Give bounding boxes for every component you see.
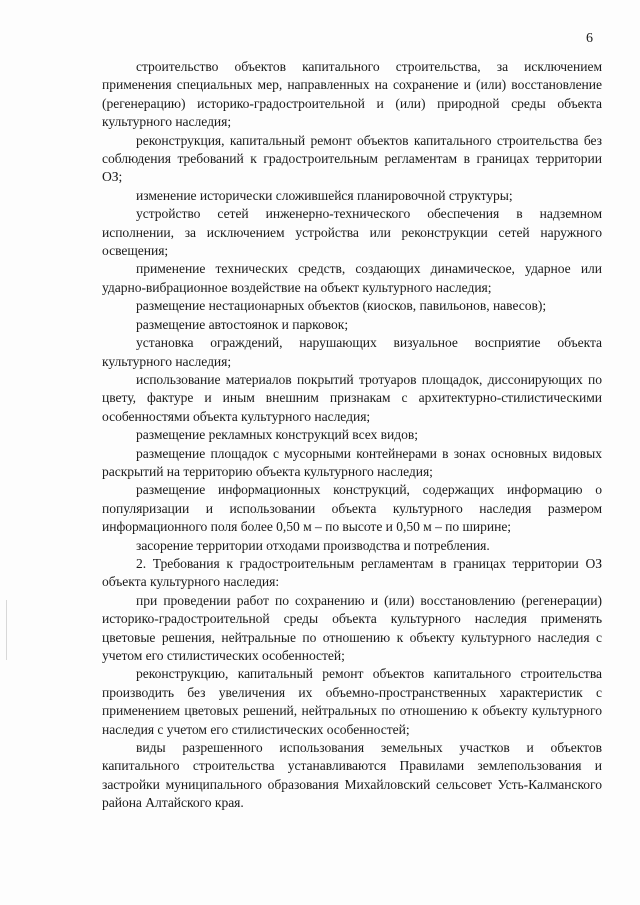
paragraph: реконструкцию, капитальный ремонт объектов капитального строительства производить без увеличения их объемно-пространственных характеристик с применением цветовых решений, нейтральных по отношению к объекту культурного наследия с учетом его стилистических особенностей;: [102, 666, 602, 737]
section-heading: 2. Требования к градостроительным регламентам в границах территории ОЗ объекта культурного наследия:: [102, 555, 602, 590]
paragraph: размещение информационных конструкций, содержащих информацию о популяризации и использовании объекта культурного наследия размером информационного поля более 0,50 м – по высоте и 0,50 м – по ширине;: [102, 482, 602, 535]
paragraph: размещение рекламных конструкций всех видов;: [136, 427, 418, 443]
paragraph: размещение нестационарных объектов (киосков, павильонов, навесов);: [136, 298, 547, 314]
scan-edge-mark: [6, 600, 7, 660]
paragraph: применение технических средств, создающих динамическое, ударное или ударно-вибрационное воздействие на объект культурного наследия;: [102, 261, 602, 295]
paragraph: использование материалов покрытий тротуаров площадок, диссонирующих по цвету, фактуре и иным внешним признакам с архитектурно-стилистическими особенностями объекта культурного наследия;: [102, 371, 602, 424]
paragraph: засорение территории отходами производства и потребления.: [136, 537, 490, 553]
paragraph: размещение автостоянок и парковок;: [136, 316, 349, 332]
paragraph: при проведении работ по сохранению и (или) восстановлению (регенерации) историко-градостроительной среды объекта культурного наследия применять цветовые решения, нейтральные по отношению к объекту культурного наследия с учетом его стилистических особенностей;: [102, 592, 602, 663]
paragraph: изменение исторически сложившейся планировочной структуры;: [136, 187, 513, 203]
paragraph: строительство объектов капитального строительства, за исключением применения специальных мер, направленных на сохранение и (или) восстановление (регенерацию) историко-градостроительной и (или) природной среды объекта культурного наследия;: [102, 59, 602, 130]
paragraph: размещение площадок с мусорными контейнерами в зонах основных видовых раскрытий на территорию объекта культурного наследия;: [102, 445, 602, 479]
document-body: [102, 58, 602, 813]
paragraph: виды разрешенного использования земельных участков и объектов капитального строительства устанавливаются Правилами землепользования и застройки муниципального образования Михайловский сельсовет Усть-Калманского района Алтайского края.: [102, 740, 602, 811]
paragraph: устройство сетей инженерно-технического обеспечения в надземном исполнении, за исключением устройства или реконструкции сетей наружного освещения;: [102, 206, 602, 259]
page-number: 6: [586, 31, 593, 46]
paragraph: реконструкция, капитальный ремонт объектов капитального строительства без соблюдения требований к градостроительным регламентам в границах территории ОЗ;: [102, 132, 602, 185]
paragraph: установка ограждений, нарушающих визуальное восприятие объекта культурного наследия;: [102, 335, 602, 369]
